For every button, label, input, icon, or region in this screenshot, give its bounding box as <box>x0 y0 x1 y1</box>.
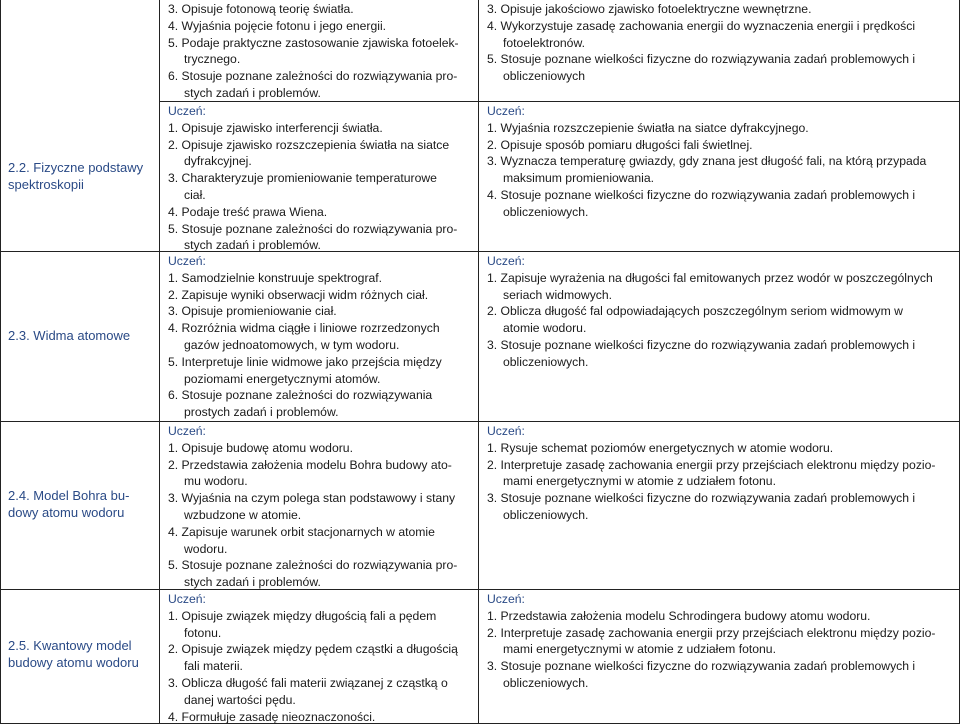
objective-list <box>487 440 957 524</box>
objective-item: 2. Opisuje zjawisko rozszczepienia światła na siatce <box>168 137 450 152</box>
student-header: Uczeń: <box>487 104 525 118</box>
objective-item: 1. Opisuje zjawisko interferencji światła. <box>168 120 383 135</box>
objective-continuation: mami energetycznymi w atomie z udziałem fotonu. <box>503 642 776 657</box>
student-header: Uczeń: <box>168 592 206 606</box>
objective-continuation: stych zadań i problemów. <box>184 575 321 590</box>
objective-item: 4. Podaje treść prawa Wiena. <box>168 204 328 219</box>
basic-cell-row3 <box>168 423 476 591</box>
row-divider-2 <box>0 251 960 252</box>
objective-continuation: stych zadań i problemów. <box>184 238 321 253</box>
objective-item: 2. Interpretuje zasadę zachowania energii przy przejściach elektronu między pozio- <box>487 625 936 640</box>
objective-item: 4. Formułuje zasadę nieoznaczoności. <box>168 709 376 724</box>
objective-item: 5. Stosuje poznane zależności do rozwiązywania pro- <box>168 221 458 236</box>
topic-2-2 <box>8 160 158 193</box>
objective-item: 1. Opisuje związek między długością fali a pędem <box>168 608 437 623</box>
objective-item: 3. Opisuje promieniowanie ciał. <box>168 304 337 319</box>
extended-cell-row0 <box>487 1 957 85</box>
topic-line: 2.2. Fizyczne podstawy <box>8 160 144 175</box>
extended-cell-row1 <box>487 103 957 221</box>
student-header: Uczeń: <box>168 424 206 438</box>
objective-item: 2. Opisuje związek między pędem cząstki a długością <box>168 642 458 657</box>
objective-item: 2. Zapisuje wyniki obserwacji widm różnych ciał. <box>168 287 429 302</box>
topic-2-5 <box>8 638 158 671</box>
objective-item: 5. Stosuje poznane wielkości fizyczne do rozwiązywania zadań problemowych i <box>487 52 916 67</box>
row-divider-4 <box>0 589 960 590</box>
topic-line: dowy atomu wodoru <box>8 504 125 520</box>
objective-continuation: danej wartości pędu. <box>184 692 296 707</box>
objective-item: 5. Interpretuje linie widmowe jako przejścia między <box>168 354 442 369</box>
objective-continuation: wzbudzone w atomie. <box>184 507 302 522</box>
objective-item: 4. Wyjaśnia pojęcie fotonu i jego energii. <box>168 18 387 33</box>
objective-item: 3. Charakteryzuje promieniowanie temperaturowe <box>168 171 437 186</box>
objective-item: 4. Rozróżnia widma ciągłe i liniowe rozrzedzonych <box>168 321 440 336</box>
topic-line: budowy atomu wodoru <box>8 654 139 670</box>
objective-continuation: obliczeniowych. <box>503 204 589 219</box>
basic-cell-row2 <box>168 253 476 421</box>
extended-cell-row3 <box>487 423 957 524</box>
objective-item: 1. Opisuje budowę atomu wodoru. <box>168 440 353 455</box>
objective-continuation: fotoelektronów. <box>503 35 585 50</box>
objective-continuation: seriach widmowych. <box>503 287 613 302</box>
objective-item: 2. Oblicza długość fal odpowiadających poszczególnym seriom widmowym w <box>487 304 903 319</box>
objective-item: 3. Stosuje poznane wielkości fizyczne do rozwiązywania zadań problemowych i <box>487 337 916 352</box>
objective-continuation: obliczeniowych. <box>503 507 589 522</box>
objective-item: 3. Opisuje fotonową teorię światła. <box>168 2 354 16</box>
basic-cell-row1 <box>168 103 476 254</box>
objective-list <box>168 608 476 725</box>
objective-continuation: mami energetycznymi w atomie z udziałem fotonu. <box>503 474 776 489</box>
basic-cell-row0 <box>168 1 476 102</box>
objective-list <box>168 440 476 591</box>
objective-continuation: poziomami energetycznymi atomów. <box>184 371 381 386</box>
objective-item: 3. Wyznacza temperaturę gwiazdy, gdy znana jest długość fali, na którą przypada <box>487 154 927 169</box>
objective-item: 2. Interpretuje zasadę zachowania energii przy przejściach elektronu między pozio- <box>487 457 936 472</box>
topic-line: 2.3. Widma atomowe <box>8 328 131 343</box>
objective-item: 3. Wyjaśnia na czym polega stan podstawowy i stany <box>168 491 456 506</box>
objective-continuation: fotonu. <box>184 625 222 640</box>
objective-item: 2. Przedstawia założenia modelu Bohra budowy ato- <box>168 457 452 472</box>
objective-item: 1. Zapisuje wyrażenia na długości fal emitowanych przez wodór w poszczególnych <box>487 270 933 285</box>
objective-item: 3. Stosuje poznane wielkości fizyczne do rozwiązywania zadań problemowych i <box>487 491 916 506</box>
objective-item: 1. Przedstawia założenia modelu Schrodingera budowy atomu wodoru. <box>487 608 871 623</box>
topic-2-3 <box>8 328 158 345</box>
objective-item: 4. Stosuje poznane wielkości fizyczne do rozwiązywania zadań problemowych i <box>487 187 916 202</box>
objective-list <box>487 608 957 692</box>
objective-item: 5. Podaje praktyczne zastosowanie zjawiska fotoelek- <box>168 35 459 50</box>
objective-continuation: obliczeniowych <box>503 69 585 84</box>
objective-continuation: fali materii. <box>184 659 243 674</box>
topic-line: spektroskopii <box>8 176 84 192</box>
objective-continuation: maksimum promieniowania. <box>503 171 655 186</box>
extended-cell-row2 <box>487 253 957 371</box>
student-header: Uczeń: <box>487 592 525 606</box>
topic-line: 2.4. Model Bohra bu- <box>8 488 130 503</box>
objective-continuation: stych zadań i problemów. <box>184 85 321 100</box>
objective-list <box>487 270 957 371</box>
student-header: Uczeń: <box>487 254 525 268</box>
objective-item: 1. Wyjaśnia rozszczepienie światła na siatce dyfrakcyjnego. <box>487 120 809 135</box>
table-border-left <box>0 0 1 724</box>
objective-item: 3. Opisuje jakościowo zjawisko fotoelektryczne wewnętrzne. <box>487 2 812 16</box>
objective-continuation: obliczeniowych. <box>503 675 589 690</box>
objective-continuation: ciał. <box>184 187 206 202</box>
objective-item: 5. Stosuje poznane zależności do rozwiązywania pro- <box>168 558 458 573</box>
objective-continuation: trycznego. <box>184 52 241 67</box>
basic-cell-row4 <box>168 591 476 725</box>
objective-item: 6. Stosuje poznane zależności do rozwiązywania <box>168 388 433 403</box>
student-header: Uczeń: <box>487 424 525 438</box>
topic-line: 2.5. Kwantowy model <box>8 638 132 653</box>
objective-item: 3. Stosuje poznane wielkości fizyczne do rozwiązywania zadań problemowych i <box>487 659 916 674</box>
column-divider-2 <box>478 0 479 724</box>
objective-item: 4. Wykorzystuje zasadę zachowania energii do wyznaczenia energii i prędkości <box>487 18 916 33</box>
objective-continuation: gazów jednoatomowych, w tym wodoru. <box>184 337 400 352</box>
extended-cell-row4 <box>487 591 957 692</box>
objective-item: 6. Stosuje poznane zależności do rozwiązywania pro- <box>168 69 458 84</box>
objective-continuation: mu wodoru. <box>184 474 248 489</box>
objective-item: 1. Rysuje schemat poziomów energetycznych w atomie wodoru. <box>487 440 834 455</box>
objective-continuation: dyfrakcyjnej. <box>184 154 252 169</box>
objective-continuation: obliczeniowych. <box>503 354 589 369</box>
objective-item: 4. Zapisuje warunek orbit stacjonarnych w atomie <box>168 524 435 539</box>
objective-item: 1. Samodzielnie konstruuje spektrograf. <box>168 270 383 285</box>
row-divider-3 <box>0 421 960 422</box>
column-divider-1 <box>159 0 160 724</box>
objective-item: 3. Oblicza długość fali materii związanej z cząstką o <box>168 675 448 690</box>
objective-list <box>168 270 476 421</box>
student-header: Uczeń: <box>168 104 206 118</box>
objective-continuation: prostych zadań i problemów. <box>184 405 339 420</box>
topic-2-4 <box>8 488 158 521</box>
objective-list <box>168 120 476 254</box>
objective-item: 2. Opisuje sposób pomiaru długości fali świetlnej. <box>487 137 753 152</box>
objective-list <box>487 120 957 221</box>
student-header: Uczeń: <box>168 254 206 268</box>
objective-continuation: wodoru. <box>184 541 228 556</box>
objective-continuation: atomie wodoru. <box>503 321 587 336</box>
